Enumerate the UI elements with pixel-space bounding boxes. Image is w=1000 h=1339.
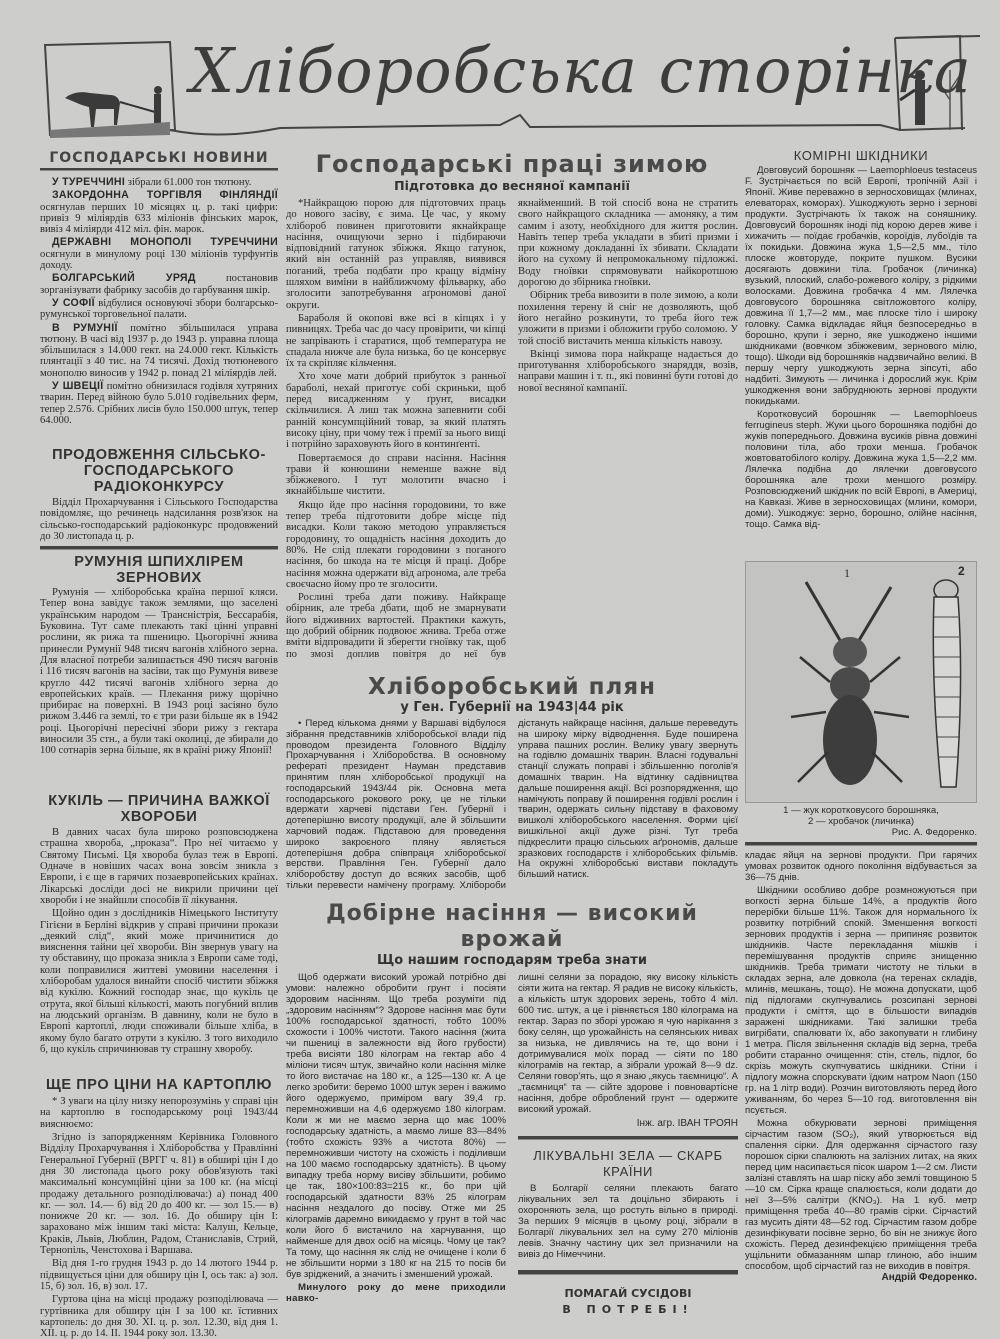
- article-paragraph: лишні селяни за порадою, яку високу кількість сіяти жита на гектар. Я радив не високу кількість, а кількість штук здорових зерень, тобто 4 міл. 600 тис. штук, а це і рівняється 180 кілограма на гектар. Зараз по зборі урожаю я чую нарікання з боку селян, що урожайність на селянських нивах за низька, не дивлячись на те, що вони і дотримувалися моїх порад — сіяти по 180 кілограмів на гектар, а зібрали урожай 8—9 dz. Селяни говор'ять, що я знаю „якусь таємницю“. А „таємниця“ та — сійте здорове і повновартісне насіння, добре оброблений грунт — одержите високий урожай.: [518, 972, 738, 1115]
- masthead: [20, 30, 980, 145]
- kukil-paragraph: Щойно один з дослідників Німецького Інституту Гігієни в Берліні відкрив у справі причини прокази „деякий слід“, який може причинитися до вияснення тайни цеї хвороби. Він звернув увагу на ту обставину, що проказа зникла з Европи саме тоді, коли поправилися життеві умовини населення і хліборобам удалося винайти спосіб чистити збіжжя від кукілю. Кожний господар знає, що кукіль це отрута, якої більші кількості, мають погубний вплив на людський організм. В давнину, коли не було в Европі картоплі, люди споживали більше хліба, в якому було багато отрути з кукілю. З того виходило б, що кукіль спричинював ту страшну хворобу.: [40, 908, 278, 1055]
- radio-text: Відділ Прохарчування і Сільського Господарства повідомляє, що речинець надсилання розв'язок на сільсько-господарський радіоконкурс продовжений до 30 листопада ц. р.: [40, 497, 278, 542]
- article-paragraph: Бараболя й окопові вже всі в кіпцях і у пивницях. Треба час до часу провірити, чи кіпці не запрівають і старатися, щоб температура не спадала нижче але була низька, бо це консервує їх та скріпляє кільчення.: [286, 312, 506, 370]
- figure-label-2: 2: [958, 564, 965, 578]
- potato-paragraph: Гуртова ціна на місці продажу розподілювача — гуртівника для обширу цін І за 100 кг. їстивних картопель: до дня 30. XI. ц. р. зол. 12.30, від дня 1. XII. ц. р. до 14. II. 1944 року зол. 13.30.: [40, 1294, 278, 1339]
- seed-heading: Добірне насіння — високий врожай: [326, 901, 698, 952]
- seed-signature: Інж. агр. ІВАН ТРОЯН: [636, 1118, 738, 1129]
- potato-paragraph: * З уваги на цілу низку непорозумінь у справі цін на картоплю в господарському році 1943/44 вияснюємо:: [40, 1096, 278, 1130]
- news-item: ДЕРЖАВНІ МОНОПОЛІ ТУРЕЧЧИНИ осягнули в минулому році 130 міліонів турфунтів доходу.: [40, 236, 278, 272]
- news-list: [40, 177, 278, 439]
- divider: [518, 1136, 738, 1140]
- winter-article: [286, 198, 738, 666]
- slogan-line2: В ПОТРЕБІ!: [562, 1303, 694, 1316]
- winter-subheading: Підготовка до весняної кампанії: [394, 178, 630, 193]
- middle-column: [286, 150, 738, 1316]
- potato-heading: ЩЕ ПРО ЦІНИ НА КАРТОПЛЮ: [45, 1077, 273, 1094]
- article-paragraph: Повертаємося до справи насіння. Насіння трави й конюшини неменше важне від збіжжевого. І тут молотити вчасно і якнайбільше чистити.: [286, 452, 506, 498]
- news-item: У ТУРЕЧЧИНІ зібрали 61.000 тон тютюну.: [52, 177, 252, 188]
- masthead-title: Хліборобська сторінка: [190, 34, 972, 107]
- article-paragraph: Коротковусий борошняк — Laemophloeus ferrugineus steph. Жуки цього борошняка подібні до жуків попереднього. Довжина вусиків рівна довжині половини тіла, або трохи менша. Гробачок жовтоватобілого коліру. Довжина жука 1,5—2,2 мм. Лялечка подібна до лялечки довговусого борошняка але трохи меншого розміру. Розповсюджений шкідник по всій Европі, в Америці, на Кавказі. Живе в зерносховищах (млини, комори, доми). Ушкоджує: зерно, борошно, олійне насіння, тощо. Самка від-: [745, 409, 977, 530]
- seed-subheading: Що нашим господарям треба знати: [377, 953, 647, 968]
- plan-article: [286, 719, 738, 895]
- article-paragraph: Обірник треба вивозити в поле зимою, а коли похилення терену й сніг не дозволяють, щоб його негайно розкинути, то треба його теж уложити в призми і обложити грубо соломою. У той спосіб вистачить менша кількість навозу.: [518, 290, 738, 347]
- plan-heading: Хліборобський плян: [367, 674, 657, 700]
- news-item: ЗАКОРДОННА ТОРГІВЛЯ ФІНЛЯНДІЇ осягнулав перших 10 місяцях ц. р. такі цифри: привіз 9 міліярдів 633 міліонів фінських марок, вивіз 4 міліярди 412 міл. фін. марок.: [40, 189, 278, 236]
- ploughman-icon: [50, 86, 170, 138]
- potato-paragraph: Згідно із запорядженням Керівника Головного Відділу Прохарчування і Хліборобства у Правлінні Генеральної Губернії (ВРГГ ч. 81) в обширі цін І до дня 30 листопада цього року обов'язують такі максимальні консумційні ціни за 100 кг. (на місці продажу детального розподілювача:) а) понад 400 кг. — зол. 14.— б) від 20 до 400 кг. — зол 15.— в) понижче 20 кг. — зол. 16. До обширу цін І: зараховано між іншим такі міста: Калуш, Кельце, Краків, Львів, Люблин, Радом, Станиславів, Стрий, Тернопіль, Ченстохова і Варшава.: [40, 1132, 278, 1257]
- beetle-icon: [746, 562, 978, 802]
- figure-label-1: 1: [844, 566, 850, 580]
- radio-heading: ПРОДОВЖЕННЯ СІЛЬСЬКО-ГОСПОДАРСЬКОГО РАДІОКОНКУРСУ: [52, 447, 266, 495]
- article-paragraph: Минулого року до мене приходили навко-: [286, 1282, 506, 1304]
- winter-heading: Господарські праці зимою: [315, 150, 709, 178]
- right-column: [745, 148, 977, 1283]
- article-paragraph: • Перед кількома днями у Варшаві відбулося зібрання представників хліборобської влади під проводом президента Головного Відділу Прохарчування і Хліборобства. В основному рефераті президент Науман представив принятим плян хліборобської продукції на господарський 1943/44 рік. Основна мета господарського рокового року, це не тільки вдержати харчеві підстави Ген. Губернії і дотеперішню висоту продукції, але й збільшити харчовий подаж. Підставою для проведення широко закроєного пляну являється дотеперішня добра співпраця хліборобської верстви. Правління Ген. Губернії дало хліборобству доступ до всяких засобів, щоб тільки перевести намічену програму. Хлібороби дістануть найкраще насіння, дальше переведуть на широку мірку відводнення. Буде поширена управа пашних рослин. Велику увагу звернуть на годівлю домашніх тварин. Власні годувальні станції служать поправі і збільшенню поголів'я домашніх тварин. На відтинку садівництва дальше поширення акції. Всі розпорядження, що намічують поправу й поширення годівлі рослин і тварин, одержать сильну підставу в фаховому вишколі хліборобського населення. Форми цієї вишкільної акції дуже різні. Тут треба підкреслити працю сільських аґрономів, дальше зразкових господарств і хліборобських фільмів. На окружні хліборобські вистави покладуть більший натиск.: [286, 719, 738, 891]
- divider: [40, 546, 278, 550]
- article-paragraph: Довговусий борошняк — Laemophloeus testaceus F. Зустрічається по всій Европі, тропічній Азії і Японії. Живе переважно в зерносховищах (млинах, елеваторах, коморах). Ушкоджують зерно і зернові продукти. Зустрічають їх також на соняшнику. Довговусий борошняк іноді під корою дерев живе і хижачить — поїдає гробачків, короїдів, лубоїдів та їх покидьки. Довжина жука 1,5—2,5 мм., тіло плоске жовторуде, покрите пушком. Вусики досягають довжини тіла. Гробачок (личинка) вузький, плоский, слабо-рожевого коліру, з рідкими волосками. Довжина гробачка 4 мм. Лялечка довговусого борошняка світложовтого коліру, довжина її 1,7—2 мм., має плоске тіло і широку головку. Самка відкладає яйця безпосередньо в борошно, крупи і зерно, яке ушкоджено іншими шкідниками (вовчком збіжжевим, зернового мілю, тощо). Шкоди від борошняків надзвичайно великі. В першу чергу ушкоджують зерна зіпсуті, або надбиті. Зимують — личинка і дорослий жук. Крім ушкодження вони забруднюють зернові продукти покидьками.: [745, 165, 977, 407]
- pests-signature: Андрій Федоренко.: [881, 1272, 977, 1283]
- article-paragraph: Щоб одержати високий урожай потрібно дві умови: належно обробити грунт і посіяти здоровим насінням. Що треба розуміти під „здоровим насінням“? Здорове насіння має бути 100% господарської здатності, тобто 100% схожости і 100% чистоти. Такого насіння (жита чи пшениці в залежности від його грубости) треба висіяти 180 кілограм на гектар або 4 міліони тисяч штук, звичайно коли насіння мілке то його вистачає на 180 кг., а 125—130 кг. А це легко зробити: беремо 1000 штук зерен і важимо його одержуємо, приміром вагу 39,4 гр. перемноживши на 4,6 одержуємо 180 кілограм. Коли ж ми не маємо зерна що має 100% господарську здатність, а маємо лише 83—84% (тобто схожість 93% а чистота 80%) — перемноживши чистоту на схожість і поділивши на 100 маємо господарську здатність). В цьому випадку треба норму висіву збільшити, робимо це так, 180×100:83=215 кг., бо при цій господарській здатности 83% 25 кілограм насіння нездалого до посіву. Отже ми 25 кілограмів даремно викидаємо у грунт в той час коли його б вистачило на харчування, що найменше для двох осіб на місяць. Чому це так? Та тому, що насіння як слід не очищене і коли б не збільшити норми з 180 кг на 215 то посів би був зріджений, а значить і зменшений урожай.: [286, 972, 506, 1280]
- divider: [40, 168, 278, 171]
- kukil-paragraph: В давних часах була широко розповсюджена страшна хвороба, „проказа“. Про неї читаємо у Святому Письмі. Ця хвороба булаз теж в Европі. Одначе в новіших часах вона зовсім зникла з Европи, і є ще в гарячих позаевропейських країнах. Лікарські досліди досі не викрили причини цеї хвороби і не знайшли способів її лікування.: [40, 827, 278, 906]
- kukil-heading: КУКІЛЬ — ПРИЧИНА ВАЖКОЇ ХВОРОБИ: [48, 793, 270, 826]
- herbs-text: В Болгарії селяни плекають багато лікувальних зел та доцільно збирають і охороняють зела, що ростуть вільно в природі. За перших 9 місяців в цьому році, зібрали в Болгарії лікувальних зел на суму 270 міліонів левів. Значну частину цих зел призначили на вивіз до Німеччини.: [518, 1183, 738, 1260]
- herbs-heading: ЛІКУВАЛЬНІ ЗЕЛА — СКАРБ КРАЇНИ: [533, 1148, 723, 1179]
- news-item: У ШВЕЦІЇ помітно обнизилася годівля хутряних тварин. Перед війною було 5.010 годівельних ферм, тепер 2.576. Срібних лисів було 150.000 штук, тепер 64.000.: [40, 380, 278, 426]
- news-item: БОЛГАРСЬКИЙ УРЯД постановив зорганізувати фабрику засобів до гарбування шкір.: [40, 272, 278, 296]
- article-paragraph: Якщо йде про насіння городовини, то вже тепер треба підготовити добре місце під висадки. Коли такою методою управляється городовину, то ощадність насіння доходить до 80%. Не слід плекати городовини з поганого насіння, бо шкода на те місця й праці. Добре насіння можна одержати від аґронома, але треба своєчасно йому про те зголосити.: [286, 499, 506, 590]
- news-item: У СОФІЇ відбулися основуючі збори болгарсько-румунської торговельної палати.: [40, 296, 278, 321]
- seed-article-left: [286, 972, 506, 1316]
- larva-icon: [933, 580, 961, 787]
- divider: [745, 842, 977, 846]
- slogan-line1: ПОМАГАЙ СУСІДОВІ: [564, 1287, 692, 1300]
- divider: [518, 1270, 738, 1275]
- pests-heading: КОМІРНІ ШКІДНИКИ: [793, 148, 929, 163]
- article-paragraph: Вкінці зимова пора найкраще надається до приготування хліборобського знаряддя, возів, направи машин і т. п., які повинні бути готові до нової весняної кампанії.: [518, 348, 738, 394]
- romania-text: Румунія — хліборобська країна першої кляси. Тепер вона завідує також землями, що заселені українським народом — Трансністрія, Бессарабія, Буковина. Тут саме плекають такі цінні управні рослини, як рижа та пшеницю. Цьогорічні жнива принесли Румунії 948 тисяч вагонів хлібного зерна. Для власної потреби залишається 490 тисяч вагонів і 116 тисяч вагонів на засіви, так що Румунія вивезе кругло 442 тисячі вагонів хлібного зерна до европейських країв. — Плекання рижу щорічно прибирає на поверхні. В 1943 році засіяно було рижом 3.446 га землі, то є три рази більше як в 1942 році. Цьогорічні пересічні збори рижу з гектара виносили 35 стн., а були такі околиці, де збирали до 100 сотнарів зерна більше, як в країні рижу Японії!: [40, 587, 278, 757]
- potato-paragraph: Від дня 1-го грудня 1943 р. до 14 лютого 1944 р. підвищується ціни для обширу цін І, ось так: а) зол. 15, б) зол. 16, в) зол. 17.: [40, 1258, 278, 1292]
- news-item: В РУМУНІЇ помітно збільшилася управа тютюну. В часі від 1937 р. до 1943 р. управна площа збільшилася з 14.000 гект. на 24.000 гект. Кількість плянтації з 40 тис. на 74 тисячі. Дохід тютюневого монополю виносив у 1942 р. понад 21 міліярдів лей.: [40, 321, 278, 379]
- caption: 1 — жук коротковусого борошняка, 2 — хробачок (личинка) Рис. А. Федоренко.: [783, 805, 977, 838]
- article-paragraph: Шкідники особливо добре розмножуються при вогкості зерна більше 14%, а продуктів його перерібки більше 11%. Також для нормального їх розвитку потрібний спокій. Зменшення вогкості зернових продуктів і зерна — припиняє розвиток шкідників. Часте перекладання мішків і перемішування продуктів сприяє знищенню шкідників. Треба тримати чистоту не тільки в складах зерна, але довкола (на теренах складів, млинів, мешкань, тощо). Не можна допускати, щоб під підлогами скупчувались розсипані зернові продукти і сміття, що в більшости випадків заражені шкідниками. Такі залишки треба вигрібати, спалювати їх, або закопувати н глибину 1 метра. Після звільнення складів від зерна, треба робити старанно очищення: стін, стель, підлог, бо скрізь можуть скупчуватись шкідники. Стіни і підлогу можна спорскувати їдким натром Naon (150 гр. на 1 літр води). Розчин виготовляють перед його уживанням, бо через 5—10 год. виготовлення він псується.: [745, 885, 977, 1116]
- left-column: [40, 150, 278, 1339]
- article-paragraph: Рослині треба дати поживу. Найкраще обірник, але треба дбати, щоб не змарнувати його відживних вартостей. Практики кажуть, що добрий обірник подвоює жнива. Треба отже вміти відпровадити й зберегти гноївку так, щоб по змозі доплив повітря до неї був якнайменший. В той спосіб вона не стратить свого найкращого складника — амоняку, а тим самим і азоту, необхідного для життя рослин. Навіть тепер треба укладати в збиті призми і при кожному докладанні їх збивати. Складати його на сухому й непромокальному підложжі. Воду гноївки спрямовувати найкоротшою дорогою до збірника гноївки.: [286, 198, 738, 660]
- article-paragraph: Хто хоче мати добрий прибуток з ранньої бараболі, нехай приготує собі скриньки, щоб перед висадженням у ґрунт, висадки скільчилися. А лиш так можна запевнити собі ранній консумпційний товар, за який платять високу ціну, при чому теж і премії за нього вищі і потрійно зараховують його в континґенті.: [286, 371, 506, 451]
- romania-heading: РУМУНІЯ ШПИХЛІРЕМ ЗЕРНОВИХ: [74, 554, 244, 587]
- beetle-illustration: [745, 561, 977, 803]
- article-paragraph: Можна обкурювати зернові приміщення сірчастим газом (SO₂), який утворюється від спалення сірки. Для одержання сірчастого газу порошок сірки спалюють на залізних литах, на яких перед цим насипається пісок шаром 1—2 см. Листи залізні ставлять на шар піску або землі товщиною 5—10 см. Сірка краще спалюється, коли додати до неї 3—5% салітри (KNO₃). На 1 куб. метр приміщення треба 40—80 грамів сірки. Сірчастий газ мусить діяти 48—52 год. Сірчастим газом добре дезинфікувати посівне зерно, бо він не знижує його схожість. Перед дезинфекцією приміщення треба ущільнити обмазанням шпар глиною, або іншим способом, щоб сірчастий газ не виходив в повітря.: [745, 1118, 977, 1272]
- news-heading: ГОСПОДАРСЬКІ НОВИНИ: [49, 150, 269, 166]
- article-paragraph: кладає яйця на зернові продукти. При гарячих умовах розвиток одного покоління відбувається за 36—75 днів.: [745, 850, 977, 883]
- plan-subheading: у Ген. Губернії на 1943|44 рік: [400, 700, 624, 715]
- article-paragraph: *Найкращою порою для підготовчих праць до нового засіву, є зима. Це час, у якому хлібороб повинен приготовити якнайкраще насіння, очищуючи зерно і підбираючи відповідний гатунок збіжжя. Якщо гатунок, який він останній раз управляв, виявився поганий, треба подбати про кращу відміну шляхом виміни в найближчому фільварку, або зголосити запотребування аґрономові даної округи.: [286, 198, 506, 311]
- seed-article-right: [518, 972, 738, 1316]
